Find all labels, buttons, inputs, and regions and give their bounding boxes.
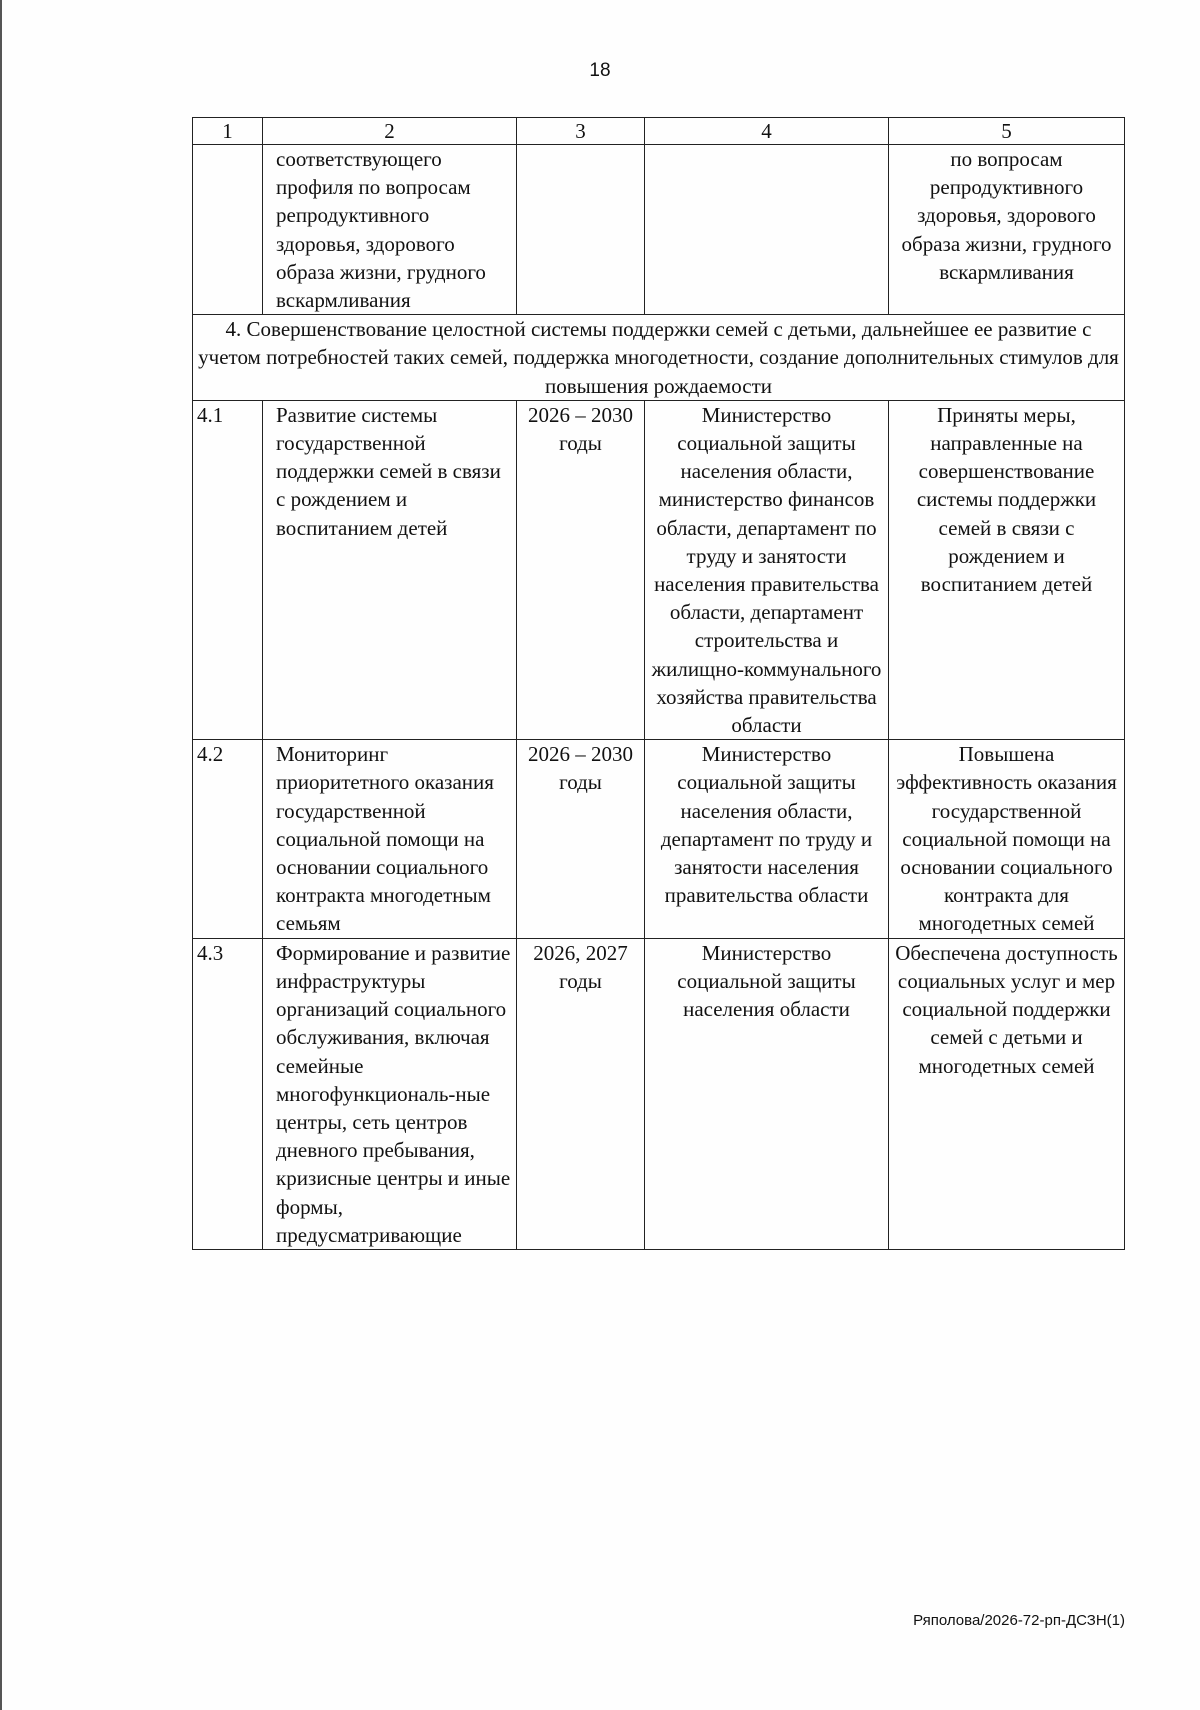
- cell-executors: Министерство социальной защиты населения области, департамент по труду и занятости населения правительства области: [645, 740, 889, 938]
- header-col-1: 1: [193, 118, 263, 145]
- cell-num: [193, 145, 263, 315]
- section-heading: 4. Совершенствование целостной системы поддержки семей с детьми, дальнейшее ее развитие с учетом потребностей таких семей, поддержка многодетности, создание дополнительных стимулов для повышения рождаемости: [193, 315, 1125, 401]
- section-heading-row: [193, 315, 1125, 401]
- cell-period: 2026 – 2030 годы: [517, 740, 645, 938]
- cell-result: Приняты меры, направленные на совершенствование системы поддержки семей в связи с рождением и воспитанием детей: [889, 400, 1125, 739]
- cell-activity: соответствующего профиля по вопросам репродуктивного здоровья, здорового образа жизни, грудного вскармливания: [263, 145, 517, 315]
- table-row: [193, 740, 1125, 938]
- header-col-4: 4: [645, 118, 889, 145]
- cell-result: по вопросам репродуктивного здоровья, здорового образа жизни, грудного вскармливания: [889, 145, 1125, 315]
- table-row: [193, 400, 1125, 739]
- header-col-3: 3: [517, 118, 645, 145]
- cell-result: Повышена эффективность оказания государственной социальной помощи на основании социального контракта для многодетных семей: [889, 740, 1125, 938]
- header-col-2: 2: [263, 118, 517, 145]
- cell-num: 4.1: [193, 400, 263, 739]
- cell-executors: Министерство социальной защиты населения области, министерство финансов области, департамент по труду и занятости населения правительства области, департамент строительства и жилищно-коммунального хозяйства правительства области: [645, 400, 889, 739]
- cell-num: 4.2: [193, 740, 263, 938]
- cell-executors: [645, 145, 889, 315]
- table-row-continuation: [193, 145, 1125, 315]
- table-row: [193, 938, 1125, 1249]
- page-number: 18: [589, 60, 611, 81]
- cell-num: 4.3: [193, 938, 263, 1249]
- header-col-5: 5: [889, 118, 1125, 145]
- plan-table: [192, 117, 1125, 1250]
- cell-activity: Развитие системы государственной поддержки семей в связи с рождением и воспитанием детей: [263, 400, 517, 739]
- table-header-row: [193, 118, 1125, 145]
- cell-executors: Министерство социальной защиты населения области: [645, 938, 889, 1249]
- cell-activity: Мониторинг приоритетного оказания государственной социальной помощи на основании социального контракта многодетным семьям: [263, 740, 517, 938]
- cell-activity: Формирование и развитие инфраструктуры организаций социального обслуживания, включая семейные многофункциональ-ные центры, сеть центров дневного пребывания, кризисные центры и иные формы, предусматривающие: [263, 938, 517, 1249]
- page-edge: [0, 0, 2, 1710]
- cell-period: 2026 – 2030 годы: [517, 400, 645, 739]
- cell-period: [517, 145, 645, 315]
- cell-period: 2026, 2027 годы: [517, 938, 645, 1249]
- document-code: Ряполова/2026-72-рп-ДСЗН(1): [913, 1612, 1125, 1629]
- cell-result: Обеспечена доступность социальных услуг и мер социальной поддержки семей с детьми и многодетных семей: [889, 938, 1125, 1249]
